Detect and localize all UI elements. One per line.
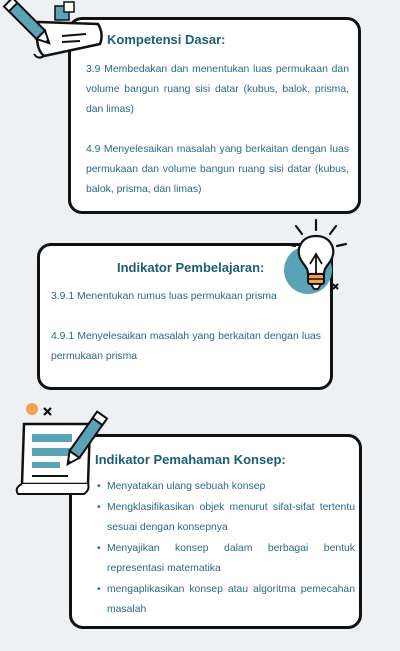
lightbulb-icon (280, 218, 354, 298)
kompetensi-dasar-text-2: 4.9 Menyelesaikan masalah yang berkaitan dengan luas permukaan dan volume bangun ruang sisi datar (kubus, balok, prisma, dan limas) (86, 144, 349, 195)
list-item: • Mengklasifikasikan objek menurut sifat-sifat tertentu sesuai dengan konsepnya (97, 498, 355, 539)
list-item: • Menyajikan konsep dalam berbagai bentuk representasi matematika (97, 539, 355, 580)
indikator-pemahaman-konsep-title: Indikator Pemahaman Konsep: (95, 452, 286, 467)
indikator-pembelajaran-text-2: 4.9.1 Menyelesaikan masalah yang berkaitan dengan luas permukaan prisma (51, 331, 321, 362)
indikator-pembelajaran-text-1: 3.9.1 Menentukan rumus luas permukaan prisma (51, 291, 277, 302)
kompetensi-dasar-title: Kompetensi Dasar: (107, 32, 226, 47)
list-item: • Menyatakan ulang sebuah konsep (97, 477, 355, 498)
kompetensi-dasar-text-1: 3.9 Membedakan dan menentukan luas permukaan dan volume bangun ruang sisi datar (kubus, balok, prisma, dan limas) (86, 64, 349, 115)
list-item: • mengaplikasikan konsep atau algoritma pemecahan masalah (97, 580, 355, 621)
pencil-banner-icon (0, 0, 110, 70)
document-pencil-icon (8, 398, 118, 498)
indikator-pembelajaran-title: Indikator Pembelajaran: (117, 260, 265, 275)
konsep-indicator-list (97, 477, 355, 621)
